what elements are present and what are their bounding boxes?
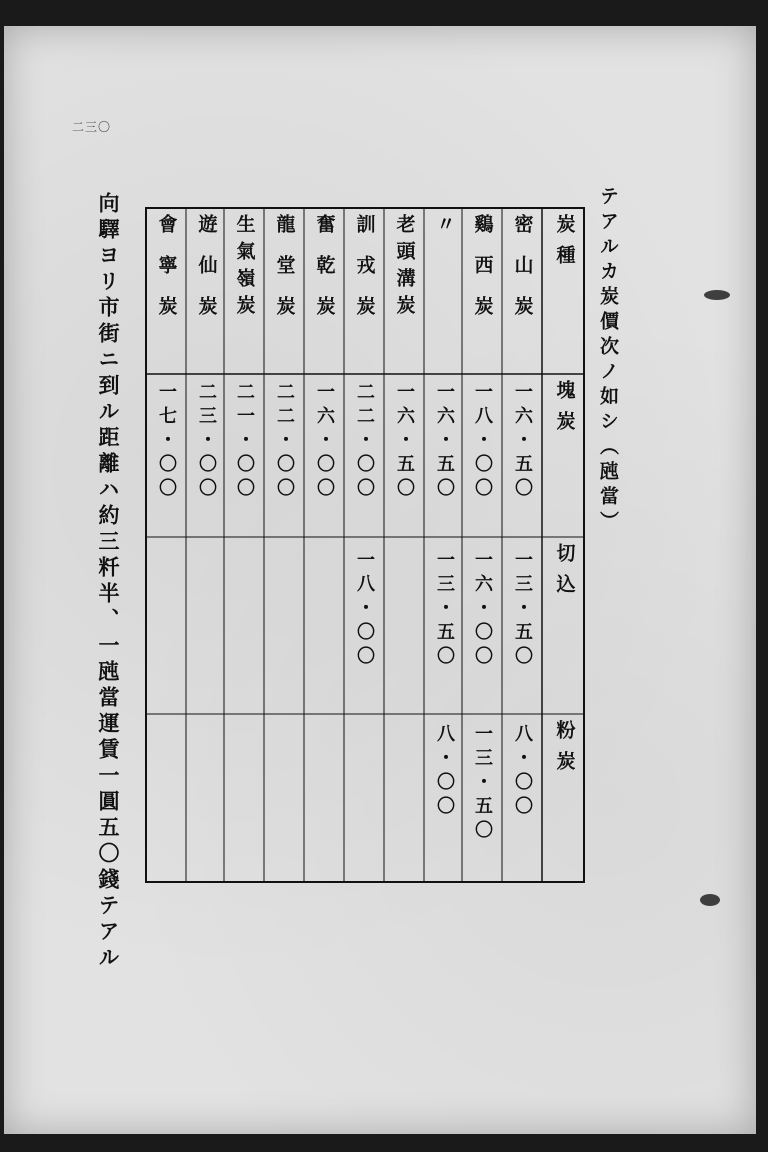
header-coal-type: 炭種 <box>553 214 576 276</box>
footer-note: 向驛ヨリ市街ニ到ル距離ハ約三粁半、一瓲當運賃一圓五〇錢テアル <box>96 192 121 972</box>
lump-price: 一六・五〇 <box>394 382 415 502</box>
header-cut: 切込 <box>553 543 576 605</box>
lump-price: 二三・〇〇 <box>196 382 217 502</box>
header-powder-coal: 粉炭 <box>553 720 576 782</box>
powder-price: 八・〇〇 <box>434 724 455 820</box>
lump-price: 一八・〇〇 <box>472 382 493 502</box>
powder-price: 一三・五〇 <box>472 724 493 844</box>
coal-name: 會寧炭 <box>155 214 178 337</box>
cut-price: 一三・五〇 <box>434 550 455 670</box>
coal-name: 奮乾炭 <box>313 214 336 337</box>
coal-name: 密山炭 <box>511 214 534 337</box>
lump-price: 一六・〇〇 <box>314 382 335 502</box>
header-lump-coal: 塊炭 <box>553 380 576 442</box>
coal-name: 鷄西炭 <box>471 214 494 337</box>
cut-price: 一八・〇〇 <box>354 550 375 670</box>
ink-speck <box>704 290 730 300</box>
lump-price: 二二・〇〇 <box>354 382 375 502</box>
lump-price: 二一・〇〇 <box>234 382 255 502</box>
lump-price: 一七・〇〇 <box>156 382 177 502</box>
coal-name: 龍堂炭 <box>273 214 296 337</box>
table-caption: テアルカ炭價次ノ如シ（瓲當） <box>597 186 619 536</box>
coal-name: 生氣嶺炭 <box>233 214 256 322</box>
powder-price: 八・〇〇 <box>512 724 533 820</box>
cut-price: 一三・五〇 <box>512 550 533 670</box>
lump-price: 一六・五〇 <box>434 382 455 502</box>
cut-price: 一六・〇〇 <box>472 550 493 670</box>
lump-price: 二二・〇〇 <box>274 382 295 502</box>
lump-price: 一六・五〇 <box>512 382 533 502</box>
ink-speck <box>700 894 720 906</box>
coal-name: 老頭溝炭 <box>393 214 416 322</box>
coal-name: 〃 <box>433 214 456 255</box>
page-number: 二三〇 <box>72 120 112 134</box>
coal-name: 遊仙炭 <box>195 214 218 337</box>
coal-name: 訓戎炭 <box>353 214 376 337</box>
